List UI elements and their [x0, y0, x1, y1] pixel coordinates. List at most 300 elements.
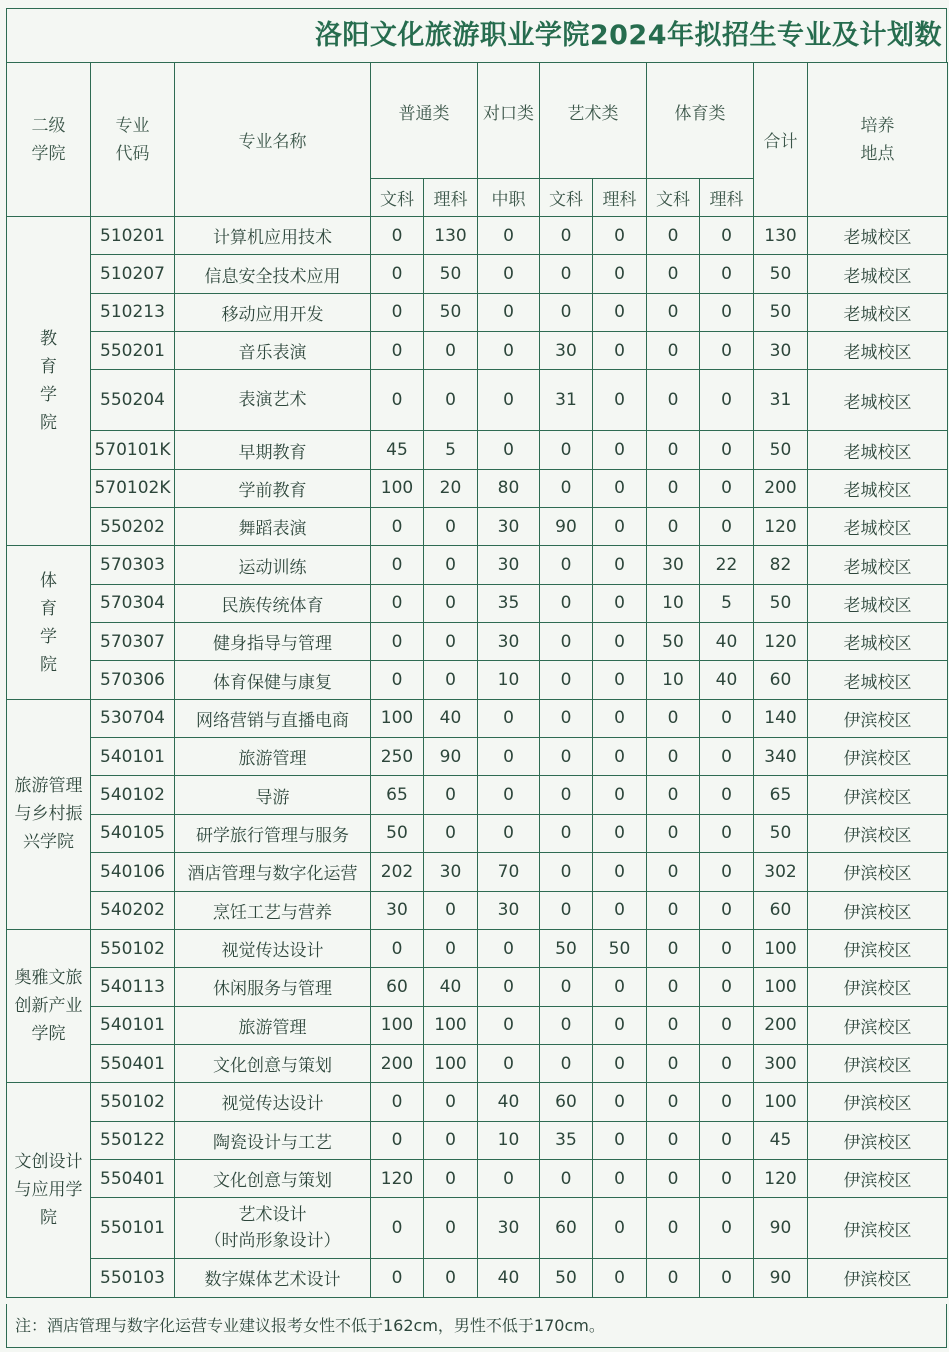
header-total: 合计 [754, 63, 808, 217]
quota-yishu-like: 0 [593, 776, 647, 814]
quota-tiyu-wenke: 0 [647, 814, 700, 852]
major-name: 信息安全技术应用 [175, 255, 371, 293]
table-row [7, 1006, 948, 1044]
header-tiyu-wenke: 文科 [647, 179, 700, 217]
quota-total: 31 [754, 370, 808, 431]
quota-yishu-wenke: 0 [540, 546, 593, 584]
campus: 老城校区 [808, 255, 948, 293]
major-code: 550201 [91, 332, 175, 370]
quota-yishu-like: 0 [593, 1006, 647, 1044]
major-code: 550401 [91, 1044, 175, 1082]
college-cell [7, 699, 91, 929]
quota-duikou-zhongzhi: 0 [478, 1044, 540, 1082]
major-code: 550101 [91, 1198, 175, 1259]
quota-tiyu-like: 0 [700, 469, 754, 507]
quota-tiyu-like: 0 [700, 1159, 754, 1197]
quota-total: 130 [754, 217, 808, 255]
quota-putong-like: 0 [424, 891, 478, 929]
quota-yishu-wenke: 0 [540, 1044, 593, 1082]
table-row [7, 814, 948, 852]
campus: 伊滨校区 [808, 699, 948, 737]
college-cell [7, 546, 91, 699]
major-name: 旅游管理 [175, 1006, 371, 1044]
quota-total: 100 [754, 968, 808, 1006]
quota-yishu-like: 0 [593, 853, 647, 891]
major-code: 540101 [91, 738, 175, 776]
quota-tiyu-wenke: 0 [647, 508, 700, 546]
quota-yishu-like: 0 [593, 584, 647, 622]
campus: 伊滨校区 [808, 891, 948, 929]
quota-yishu-like: 0 [593, 661, 647, 699]
major-name: 文化创意与策划 [175, 1159, 371, 1197]
quota-tiyu-wenke: 0 [647, 1259, 700, 1297]
quota-total: 50 [754, 293, 808, 331]
major-code: 550401 [91, 1159, 175, 1197]
quota-tiyu-wenke: 10 [647, 661, 700, 699]
table-body [7, 217, 948, 1298]
quota-duikou-zhongzhi: 0 [478, 968, 540, 1006]
quota-yishu-like: 0 [593, 217, 647, 255]
campus: 伊滨校区 [808, 1121, 948, 1159]
quota-putong-like: 0 [424, 584, 478, 622]
quota-yishu-like: 0 [593, 508, 647, 546]
quota-putong-wenke: 202 [371, 853, 424, 891]
quota-tiyu-wenke: 0 [647, 699, 700, 737]
quota-yishu-wenke: 0 [540, 853, 593, 891]
table-row [7, 1159, 948, 1197]
quota-yishu-like: 0 [593, 546, 647, 584]
major-code: 510213 [91, 293, 175, 331]
quota-total: 340 [754, 738, 808, 776]
quota-tiyu-wenke: 0 [647, 738, 700, 776]
quota-yishu-wenke: 0 [540, 293, 593, 331]
college-cell [7, 1083, 91, 1297]
quota-putong-like: 0 [424, 661, 478, 699]
major-code: 570101K [91, 431, 175, 469]
quota-yishu-wenke: 0 [540, 623, 593, 661]
quota-duikou-zhongzhi: 10 [478, 661, 540, 699]
major-name: 视觉传达设计 [175, 929, 371, 967]
quota-yishu-wenke: 0 [540, 584, 593, 622]
major-name: 学前教育 [175, 469, 371, 507]
quota-tiyu-like: 0 [700, 508, 754, 546]
header-yishu-like: 理科 [593, 179, 647, 217]
quota-putong-wenke: 0 [371, 293, 424, 331]
quota-yishu-wenke: 35 [540, 1121, 593, 1159]
quota-total: 82 [754, 546, 808, 584]
quota-putong-like: 20 [424, 469, 478, 507]
quota-total: 50 [754, 255, 808, 293]
quota-putong-wenke: 0 [371, 1121, 424, 1159]
college-cell [7, 217, 91, 546]
quota-putong-like: 0 [424, 776, 478, 814]
college-cell [7, 929, 91, 1082]
quota-duikou-zhongzhi: 70 [478, 853, 540, 891]
quota-yishu-wenke: 0 [540, 217, 593, 255]
header-row-top [7, 63, 948, 179]
quota-putong-wenke: 0 [371, 929, 424, 967]
quota-putong-like: 40 [424, 968, 478, 1006]
quota-duikou-zhongzhi: 0 [478, 776, 540, 814]
quota-tiyu-like: 0 [700, 1198, 754, 1259]
quota-yishu-wenke: 0 [540, 776, 593, 814]
table-row [7, 469, 948, 507]
quota-tiyu-wenke: 0 [647, 431, 700, 469]
campus: 老城校区 [808, 370, 948, 431]
header-college: 二级 学院 [7, 63, 91, 217]
table-row [7, 929, 948, 967]
quota-tiyu-like: 0 [700, 370, 754, 431]
campus: 伊滨校区 [808, 738, 948, 776]
quota-putong-like: 90 [424, 738, 478, 776]
quota-tiyu-like: 0 [700, 853, 754, 891]
quota-yishu-wenke: 0 [540, 814, 593, 852]
quota-duikou-zhongzhi: 40 [478, 1083, 540, 1121]
major-name: 陶瓷设计与工艺 [175, 1121, 371, 1159]
quota-total: 45 [754, 1121, 808, 1159]
quota-putong-wenke: 200 [371, 1044, 424, 1082]
quota-duikou-zhongzhi: 0 [478, 293, 540, 331]
quota-putong-wenke: 250 [371, 738, 424, 776]
enrollment-plan-table [6, 62, 948, 1298]
quota-putong-wenke: 0 [371, 332, 424, 370]
table-row [7, 255, 948, 293]
quota-putong-wenke: 100 [371, 469, 424, 507]
quota-putong-wenke: 0 [371, 546, 424, 584]
campus: 伊滨校区 [808, 1006, 948, 1044]
table-row [7, 623, 948, 661]
campus: 伊滨校区 [808, 1259, 948, 1297]
major-code: 550204 [91, 370, 175, 431]
quota-tiyu-like: 0 [700, 1083, 754, 1121]
campus: 伊滨校区 [808, 1198, 948, 1259]
quota-yishu-like: 0 [593, 1083, 647, 1121]
quota-tiyu-like: 0 [700, 814, 754, 852]
footnote: 注：酒店管理与数字化运营专业建议报考女性不低于162cm，男性不低于170cm。 [6, 1304, 947, 1348]
quota-yishu-wenke: 0 [540, 699, 593, 737]
campus: 伊滨校区 [808, 1044, 948, 1082]
college-name: 旅游管理与乡村振兴学院 [14, 776, 83, 853]
quota-duikou-zhongzhi: 0 [478, 332, 540, 370]
quota-yishu-wenke: 0 [540, 661, 593, 699]
quota-tiyu-wenke: 0 [647, 929, 700, 967]
major-name: 文化创意与策划 [175, 1044, 371, 1082]
quota-yishu-wenke: 0 [540, 1159, 593, 1197]
quota-putong-like: 0 [424, 929, 478, 967]
quota-putong-like: 0 [424, 332, 478, 370]
campus: 伊滨校区 [808, 1083, 948, 1121]
header-code: 专业 代码 [91, 63, 175, 217]
quota-tiyu-like: 0 [700, 968, 754, 1006]
campus: 老城校区 [808, 217, 948, 255]
quota-total: 200 [754, 1006, 808, 1044]
quota-total: 65 [754, 776, 808, 814]
quota-yishu-like: 0 [593, 1259, 647, 1297]
quota-total: 100 [754, 1083, 808, 1121]
quota-putong-wenke: 50 [371, 814, 424, 852]
quota-total: 200 [754, 469, 808, 507]
quota-total: 60 [754, 891, 808, 929]
quota-tiyu-wenke: 0 [647, 1159, 700, 1197]
major-name: 计算机应用技术 [175, 217, 371, 255]
major-code: 540101 [91, 1006, 175, 1044]
quota-total: 50 [754, 814, 808, 852]
major-name: 音乐表演 [175, 332, 371, 370]
quota-yishu-wenke: 0 [540, 431, 593, 469]
quota-yishu-wenke: 0 [540, 891, 593, 929]
quota-yishu-like: 0 [593, 623, 647, 661]
quota-tiyu-like: 40 [700, 623, 754, 661]
quota-yishu-like: 0 [593, 814, 647, 852]
quota-putong-like: 50 [424, 293, 478, 331]
quota-yishu-wenke: 31 [540, 370, 593, 431]
quota-yishu-wenke: 90 [540, 508, 593, 546]
quota-tiyu-like: 0 [700, 1259, 754, 1297]
major-name: 表演艺术 [175, 370, 371, 431]
quota-yishu-wenke: 60 [540, 1083, 593, 1121]
major-name: 研学旅行管理与服务 [175, 814, 371, 852]
quota-duikou-zhongzhi: 30 [478, 546, 540, 584]
major-code: 540113 [91, 968, 175, 1006]
quota-tiyu-wenke: 0 [647, 469, 700, 507]
quota-yishu-like: 50 [593, 929, 647, 967]
quota-putong-wenke: 0 [371, 584, 424, 622]
campus: 老城校区 [808, 332, 948, 370]
quota-putong-like: 0 [424, 1083, 478, 1121]
quota-duikou-zhongzhi: 30 [478, 623, 540, 661]
quota-duikou-zhongzhi: 40 [478, 1259, 540, 1297]
major-code: 540202 [91, 891, 175, 929]
quota-tiyu-wenke: 0 [647, 853, 700, 891]
quota-putong-wenke: 65 [371, 776, 424, 814]
quota-total: 120 [754, 623, 808, 661]
quota-yishu-like: 0 [593, 891, 647, 929]
quota-tiyu-wenke: 50 [647, 623, 700, 661]
major-code: 570303 [91, 546, 175, 584]
header-putong-like: 理科 [424, 179, 478, 217]
quota-putong-wenke: 45 [371, 431, 424, 469]
quota-total: 90 [754, 1259, 808, 1297]
major-name: 体育保健与康复 [175, 661, 371, 699]
quota-yishu-wenke: 60 [540, 1198, 593, 1259]
major-code: 570304 [91, 584, 175, 622]
quota-total: 60 [754, 661, 808, 699]
header-putong-wenke: 文科 [371, 179, 424, 217]
quota-yishu-like: 0 [593, 1198, 647, 1259]
quota-yishu-like: 0 [593, 469, 647, 507]
table-row [7, 853, 948, 891]
quota-tiyu-like: 0 [700, 1044, 754, 1082]
table-row [7, 776, 948, 814]
quota-tiyu-wenke: 0 [647, 1198, 700, 1259]
header-duikou: 对口类 [478, 63, 540, 179]
quota-tiyu-like: 0 [700, 1006, 754, 1044]
table-row [7, 891, 948, 929]
table-row [7, 370, 948, 431]
major-name: 烹饪工艺与营养 [175, 891, 371, 929]
campus: 老城校区 [808, 293, 948, 331]
quota-duikou-zhongzhi: 0 [478, 431, 540, 469]
quota-tiyu-wenke: 0 [647, 255, 700, 293]
table-row [7, 1259, 948, 1297]
quota-yishu-wenke: 50 [540, 1259, 593, 1297]
quota-duikou-zhongzhi: 30 [478, 891, 540, 929]
header-duikou-zhongzhi: 中职 [478, 179, 540, 217]
table-row [7, 431, 948, 469]
table-row [7, 1044, 948, 1082]
quota-tiyu-wenke: 10 [647, 584, 700, 622]
major-code: 550202 [91, 508, 175, 546]
quota-yishu-wenke: 0 [540, 255, 593, 293]
campus: 伊滨校区 [808, 968, 948, 1006]
quota-yishu-like: 0 [593, 332, 647, 370]
table-row [7, 217, 948, 255]
major-name: 导游 [175, 776, 371, 814]
campus: 伊滨校区 [808, 1159, 948, 1197]
quota-yishu-like: 0 [593, 1121, 647, 1159]
quota-tiyu-wenke: 0 [647, 293, 700, 331]
quota-putong-like: 0 [424, 1198, 478, 1259]
quota-putong-wenke: 100 [371, 699, 424, 737]
major-name: 移动应用开发 [175, 293, 371, 331]
header-major: 专业名称 [175, 63, 371, 217]
quota-duikou-zhongzhi: 0 [478, 814, 540, 852]
header-yishu-wenke: 文科 [540, 179, 593, 217]
quota-putong-like: 0 [424, 546, 478, 584]
major-name: 旅游管理 [175, 738, 371, 776]
quota-yishu-wenke: 30 [540, 332, 593, 370]
quota-tiyu-like: 0 [700, 891, 754, 929]
quota-putong-like: 100 [424, 1006, 478, 1044]
major-code: 510207 [91, 255, 175, 293]
quota-duikou-zhongzhi: 30 [478, 1198, 540, 1259]
quota-duikou-zhongzhi: 0 [478, 370, 540, 431]
major-name: 早期教育 [175, 431, 371, 469]
quota-tiyu-like: 0 [700, 738, 754, 776]
quota-tiyu-like: 0 [700, 776, 754, 814]
major-name: 民族传统体育 [175, 584, 371, 622]
quota-duikou-zhongzhi: 10 [478, 1121, 540, 1159]
quota-total: 100 [754, 929, 808, 967]
quota-duikou-zhongzhi: 0 [478, 738, 540, 776]
quota-total: 120 [754, 1159, 808, 1197]
quota-putong-like: 0 [424, 1121, 478, 1159]
quota-total: 50 [754, 431, 808, 469]
major-code: 550102 [91, 929, 175, 967]
quota-putong-wenke: 60 [371, 968, 424, 1006]
campus: 老城校区 [808, 623, 948, 661]
quota-putong-wenke: 0 [371, 370, 424, 431]
quota-total: 120 [754, 508, 808, 546]
table-row [7, 332, 948, 370]
campus: 老城校区 [808, 546, 948, 584]
header-yishu: 艺术类 [540, 63, 647, 179]
major-code: 570306 [91, 661, 175, 699]
quota-putong-like: 0 [424, 370, 478, 431]
quota-yishu-wenke: 0 [540, 469, 593, 507]
quota-tiyu-wenke: 0 [647, 776, 700, 814]
major-code: 530704 [91, 699, 175, 737]
campus: 伊滨校区 [808, 853, 948, 891]
table-row [7, 738, 948, 776]
table-row [7, 1121, 948, 1159]
quota-putong-wenke: 0 [371, 217, 424, 255]
quota-yishu-like: 0 [593, 293, 647, 331]
college-name: 体育学院 [40, 570, 57, 675]
quota-putong-wenke: 100 [371, 1006, 424, 1044]
quota-tiyu-like: 22 [700, 546, 754, 584]
quota-tiyu-wenke: 0 [647, 968, 700, 1006]
quota-putong-like: 40 [424, 699, 478, 737]
page-title: 洛阳文化旅游职业学院2024年拟招生专业及计划数 [6, 8, 947, 62]
quota-tiyu-like: 0 [700, 217, 754, 255]
quota-yishu-like: 0 [593, 1044, 647, 1082]
quota-putong-wenke: 0 [371, 1198, 424, 1259]
campus: 伊滨校区 [808, 814, 948, 852]
quota-putong-wenke: 0 [371, 1083, 424, 1121]
major-name: 健身指导与管理 [175, 623, 371, 661]
quota-tiyu-wenke: 0 [647, 891, 700, 929]
quota-yishu-wenke: 50 [540, 929, 593, 967]
quota-tiyu-wenke: 0 [647, 332, 700, 370]
quota-putong-like: 50 [424, 255, 478, 293]
quota-tiyu-like: 0 [700, 332, 754, 370]
major-name: 数字媒体艺术设计 [175, 1259, 371, 1297]
quota-tiyu-like: 0 [700, 1121, 754, 1159]
quota-tiyu-wenke: 30 [647, 546, 700, 584]
quota-yishu-like: 0 [593, 255, 647, 293]
campus: 老城校区 [808, 431, 948, 469]
major-code: 570102K [91, 469, 175, 507]
quota-yishu-like: 0 [593, 738, 647, 776]
quota-yishu-like: 0 [593, 431, 647, 469]
quota-putong-like: 5 [424, 431, 478, 469]
campus: 老城校区 [808, 508, 948, 546]
quota-yishu-like: 0 [593, 968, 647, 1006]
quota-tiyu-wenke: 0 [647, 1044, 700, 1082]
quota-putong-like: 0 [424, 508, 478, 546]
quota-putong-wenke: 30 [371, 891, 424, 929]
quota-duikou-zhongzhi: 0 [478, 217, 540, 255]
header-tiyu: 体育类 [647, 63, 754, 179]
quota-tiyu-like: 0 [700, 255, 754, 293]
quota-putong-wenke: 120 [371, 1159, 424, 1197]
quota-tiyu-wenke: 0 [647, 1083, 700, 1121]
header-putong: 普通类 [371, 63, 478, 179]
major-name: 网络营销与直播电商 [175, 699, 371, 737]
quota-tiyu-wenke: 0 [647, 217, 700, 255]
major-code: 510201 [91, 217, 175, 255]
table-row [7, 293, 948, 331]
major-code: 540106 [91, 853, 175, 891]
quota-duikou-zhongzhi: 0 [478, 929, 540, 967]
major-name: 艺术设计 （时尚形象设计） [175, 1198, 371, 1259]
major-name: 舞蹈表演 [175, 508, 371, 546]
quota-duikou-zhongzhi: 35 [478, 584, 540, 622]
quota-total: 300 [754, 1044, 808, 1082]
quota-yishu-like: 0 [593, 370, 647, 431]
table-row [7, 1198, 948, 1259]
quota-putong-like: 0 [424, 814, 478, 852]
quota-putong-wenke: 0 [371, 255, 424, 293]
quota-putong-wenke: 0 [371, 623, 424, 661]
quota-putong-like: 0 [424, 1259, 478, 1297]
quota-yishu-like: 0 [593, 699, 647, 737]
campus: 老城校区 [808, 469, 948, 507]
major-name: 休闲服务与管理 [175, 968, 371, 1006]
quota-duikou-zhongzhi: 0 [478, 1006, 540, 1044]
quota-tiyu-like: 0 [700, 929, 754, 967]
